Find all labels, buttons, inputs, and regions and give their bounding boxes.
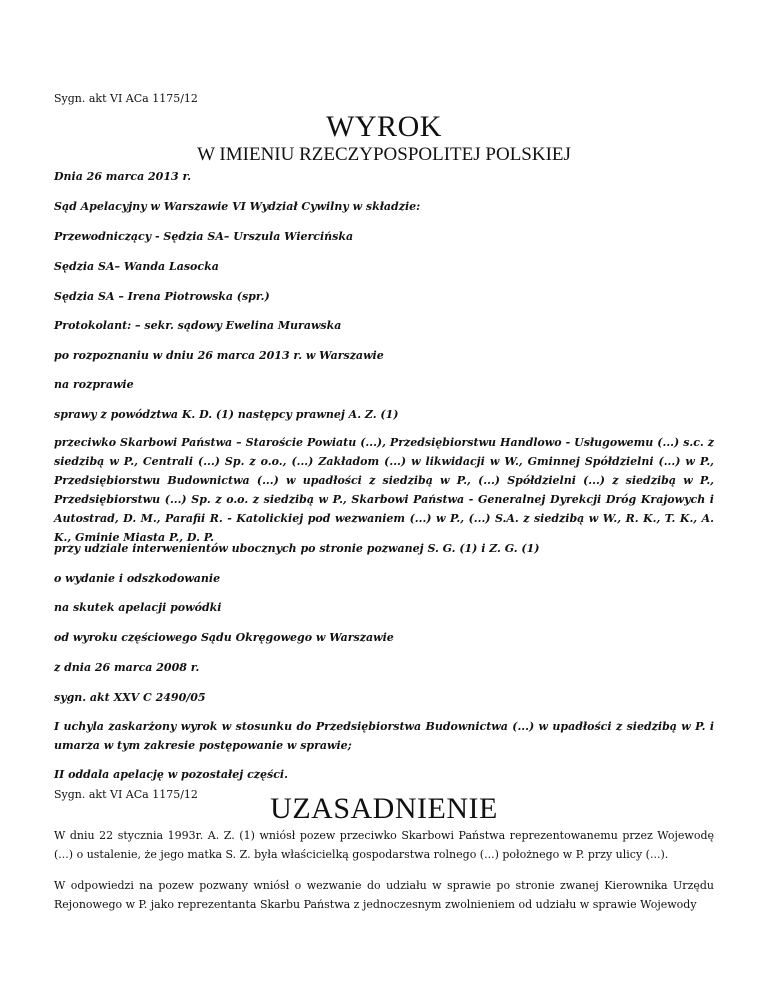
- verdict-date: Dnia 26 marca 2013 r.: [54, 170, 192, 183]
- court-composition: Sąd Apelacyjny w Warszawie VI Wydział Cywilny w składzie:: [54, 200, 421, 213]
- hearing-info: po rozpoznaniu w dniu 26 marca 2013 r. w Warszawie: [54, 349, 384, 362]
- justification-paragraph-1: W dniu 22 stycznia 1993r. A. Z. (1) wniósł pozew przeciwko Skarbowi Państwa reprezentowanemu przez Wojewodę (...) o ustalenie, że jego matka S. Z. była właścicielką gospodarstwa rolnego (...) położnego w P. przy ulicy (...).: [54, 829, 714, 861]
- judge-2: Sędzia SA – Irena Piotrowska (spr.): [54, 290, 270, 303]
- case-subject: o wydanie i odszkodowanie: [54, 572, 221, 585]
- justification-signature: Sygn. akt VI ACa 1175/12: [54, 788, 198, 801]
- interveners: przy udziale interwenientów ubocznych po stronie pozwanej S. G. (1) i Z. G. (1): [54, 542, 540, 555]
- appealed-judgment-signature: sygn. akt XXV C 2490/05: [54, 691, 206, 704]
- defendants-paragraph: przeciwko Skarbowi Państwa – Staroście Powiatu (...), Przedsiębiorstwu Handlowo - Usługowemu (...) s.c. z siedzibą w P., Centrali (...) Sp. z o.o., (...) Zakładom (...) w likwidacji w W., Gminnej Spółdzielni (...) w P., Przedsiębiorstwu Budownictwa (...) w upadłości z siedzibą w P., (...) Spółdzielni (...) z siedzibą w P., Przedsiębiorstwu (...) Sp. z o.o. z siedzibą w P., Skarbowi Państwa - Generalnej Dyrekcji Dróg Krajowych i Autostrad, D. M., Parafii R. - Katolickiej pod wezwaniem (...) w P., (...) S.A. z siedzibą w W., R. K., T. K., A. K., Gminie Miasta P., D. P.: [54, 436, 714, 544]
- appeal-info: na skutek apelacji powódki: [54, 601, 222, 614]
- court-clerk: Protokolant: – sekr. sądowy Ewelina Murawska: [54, 319, 342, 332]
- document-subtitle: W IMIENIU RZECZYPOSPOLITEJ POLSKIEJ: [197, 144, 571, 165]
- case-signature: Sygn. akt VI ACa 1175/12: [54, 92, 198, 105]
- case-parties: sprawy z powództwa K. D. (1) następcy prawnej A. Z. (1): [54, 408, 399, 421]
- session-type: na rozprawie: [54, 378, 134, 391]
- appealed-judgment: od wyroku częściowego Sądu Okręgowego w Warszawie: [54, 631, 394, 644]
- justification-title: UZASADNIENIE: [270, 792, 498, 825]
- appealed-judgment-date: z dnia 26 marca 2008 r.: [54, 661, 200, 674]
- presiding-judge: Przewodniczący - Sędzia SA– Urszula Wiercińska: [54, 230, 354, 243]
- ruling-point-2: II oddala apelację w pozostałej części.: [54, 768, 288, 781]
- judge-1: Sędzia SA– Wanda Lasocka: [54, 260, 219, 273]
- document-title: WYROK: [326, 110, 442, 143]
- justification-paragraph-2: W odpowiedzi na pozew pozwany wniósł o wezwanie do udziału w sprawie po stronie zwanej Kierownika Urzędu Rejonowego w P. jako reprezentanta Skarbu Państwa z jednoczesnym zwolnieniem od udziału w sprawie Wojewody: [54, 879, 714, 911]
- ruling-point-1: I uchyla zaskarżony wyrok w stosunku do Przedsiębiorstwa Budownictwa (...) w upadłości z siedzibą w P. i umarza w tym zakresie postępowanie w sprawie;: [54, 720, 714, 752]
